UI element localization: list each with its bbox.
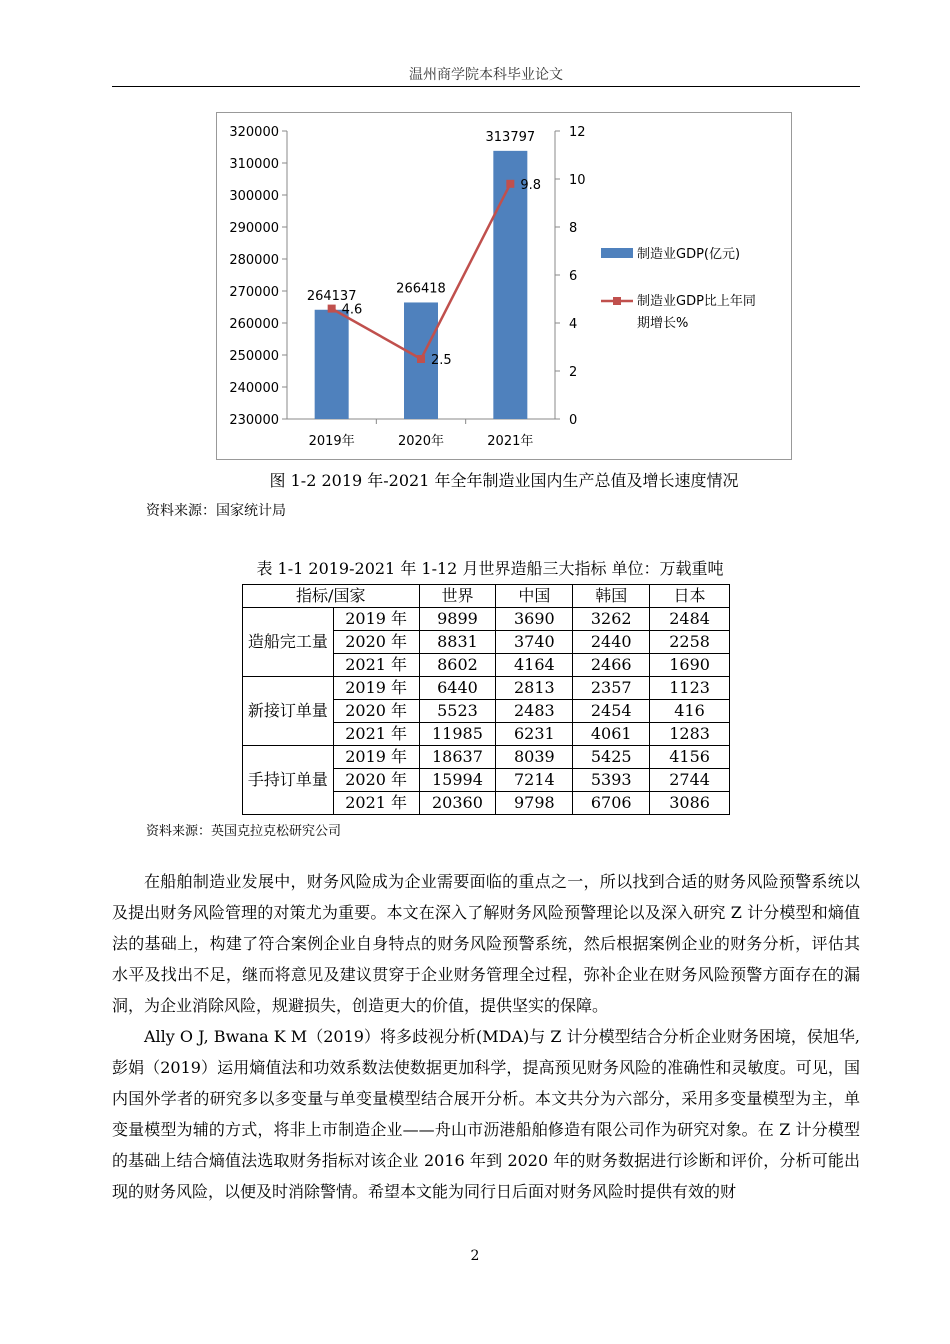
table-cell: 2454 [573,700,650,723]
legend-line-label-cont: 期增长% [637,316,689,331]
y-left-tick-label: 290000 [229,221,279,236]
table-cell: 416 [650,700,730,723]
table-cell: 2466 [573,654,650,677]
y-right-tick-label: 2 [569,365,578,380]
table-cell: 2484 [650,608,730,631]
table-cell: 6231 [496,723,573,746]
y-left-tick-label: 240000 [229,381,279,396]
table-cell: 2258 [650,631,730,654]
line-point [417,355,425,363]
table-cell: 3262 [573,608,650,631]
y-left-tick-label: 270000 [229,285,279,300]
table-header-cell: 指标/国家 [243,585,420,608]
y-right-tick-label: 4 [569,317,578,332]
table-header-cell: 中国 [496,585,573,608]
group-label: 造船完工量 [243,608,334,677]
table-cell: 3690 [496,608,573,631]
table-cell: 8602 [419,654,496,677]
legend-bar-label: 制造业GDP(亿元) [637,247,741,262]
table-source: 资料来源：英国克拉克松研究公司 [146,824,342,839]
table-cell: 20360 [419,792,496,815]
table-cell: 11985 [419,723,496,746]
y-left-tick-label: 260000 [229,317,279,332]
table-cell: 4156 [650,746,730,769]
table-header-cell: 世界 [419,585,496,608]
table-cell: 1690 [650,654,730,677]
year-cell: 2020 年 [333,700,419,723]
table-cell: 4061 [573,723,650,746]
table-cell: 7214 [496,769,573,792]
table-row [243,608,730,631]
x-tick-label: 2021年 [487,434,534,449]
y-right-tick-label: 6 [569,269,578,284]
x-tick-label: 2019年 [308,434,355,449]
table-cell: 3740 [496,631,573,654]
table-cell: 1283 [650,723,730,746]
legend-line-label: 制造业GDP比上年同 [637,294,756,309]
table-cell: 2483 [496,700,573,723]
table-cell: 2440 [573,631,650,654]
table-cell: 18637 [419,746,496,769]
chart-container [216,112,792,460]
year-cell: 2019 年 [333,677,419,700]
table-cell: 8039 [496,746,573,769]
figure-source: 资料来源：国家统计局 [146,503,286,519]
table-cell: 15994 [419,769,496,792]
year-cell: 2021 年 [333,792,419,815]
gdp-chart [217,113,793,461]
y-left-tick-label: 280000 [229,253,279,268]
paragraph: 在船舶制造业发展中，财务风险成为企业需要面临的重点之一，所以找到合适的财务风险预警系统以及提出财务风险管理的对策尤为重要。本文在深入了解财务风险预警理论以及深入研究 Z 计分模型和熵值法的基础上，构建了符合案例企业自身特点的财务风险预警系统，然后根据案例企业的财务分析，评估其水平及找出不足，继而将意见及建议贯穿于企业财务管理全过程，弥补企业在财务风险预警方面存在的漏洞，为企业消除风险，规避损失，创造更大的价值，提供坚实的保障。 [112,872,860,1015]
legend-line-marker [613,297,621,305]
table-cell: 2744 [650,769,730,792]
line-point [328,305,336,313]
paragraph: Ally O J, Bwana K M（2019）将多歧视分析(MDA)与 Z 计分模型结合分析企业财务困境，侯旭华,彭娟（2019）运用熵值法和功效系数法使数据更加科学，提高预见财务风险的准确性和灵敏度。可见，国内国外学者的研究多以多变量与单变量模型结合展开分析。本文共分为六部分，采用多变量模型为主，单变量模型为辅的方式，将非上市制造企业——舟山市沥港船舶修造有限公司作为研究对象。在 Z 计分模型的基础上结合熵值法选取财务指标对该企业 2016 年到 2020 年的财务数据进行诊断和评价，分析可能出现的财务风险，以便及时消除警情。希望本文能为同行日后面对财务风险时提供有效的财 [112,1027,860,1201]
y-right-tick-label: 0 [569,413,578,428]
table-cell: 4164 [496,654,573,677]
page-header: 温州商学院本科毕业论文 [409,67,563,83]
year-cell: 2019 年 [333,746,419,769]
table-cell: 9798 [496,792,573,815]
bar-data-label: 266418 [396,281,446,297]
y-left-tick-label: 320000 [229,125,279,140]
line-point [506,180,514,188]
bar-data-label: 264137 [306,288,357,304]
y-right-tick-label: 8 [569,221,578,236]
table-caption: 表 1-1 2019-2021 年 1-12 月世界造船三大指标 单位：万载重吨 [256,559,724,578]
table-cell: 5425 [573,746,650,769]
x-tick-label: 2020年 [397,434,445,449]
header-rule [112,86,860,87]
y-left-tick-label: 310000 [229,157,279,172]
page-number: 2 [470,1248,480,1264]
table-row [243,746,730,769]
year-cell: 2019 年 [333,608,419,631]
table-cell: 1123 [650,677,730,700]
year-cell: 2020 年 [333,769,419,792]
shipbuilding-table [242,584,730,815]
legend-bar-swatch [601,248,633,258]
y-left-tick-label: 230000 [229,413,279,428]
line-data-label: 4.6 [341,302,363,318]
body-text [112,866,860,1207]
year-cell: 2021 年 [333,654,419,677]
year-cell: 2020 年 [333,631,419,654]
table-cell: 2813 [496,677,573,700]
year-cell: 2021 年 [333,723,419,746]
table-row [243,677,730,700]
table-header-row [243,585,730,608]
table-cell: 3086 [650,792,730,815]
table-header-cell: 日本 [650,585,730,608]
figure-caption: 图 1-2 2019 年-2021 年全年制造业国内生产总值及增长速度情况 [269,471,739,490]
line-data-label: 9.8 [520,177,542,193]
y-right-tick-label: 10 [569,173,586,188]
table-cell: 9899 [419,608,496,631]
table-cell: 6706 [573,792,650,815]
bar [315,310,349,419]
table-cell: 8831 [419,631,496,654]
bar-data-label: 313797 [485,129,536,145]
table-header-cell: 韩国 [573,585,650,608]
y-left-tick-label: 250000 [229,349,279,364]
group-label: 新接订单量 [243,677,334,746]
table-cell: 5523 [419,700,496,723]
table-cell: 2357 [573,677,650,700]
y-right-tick-label: 12 [569,125,586,140]
table-cell: 6440 [419,677,496,700]
table-cell: 5393 [573,769,650,792]
group-label: 手持订单量 [243,746,334,815]
line-data-label: 2.5 [431,353,452,368]
y-left-tick-label: 300000 [229,189,279,204]
